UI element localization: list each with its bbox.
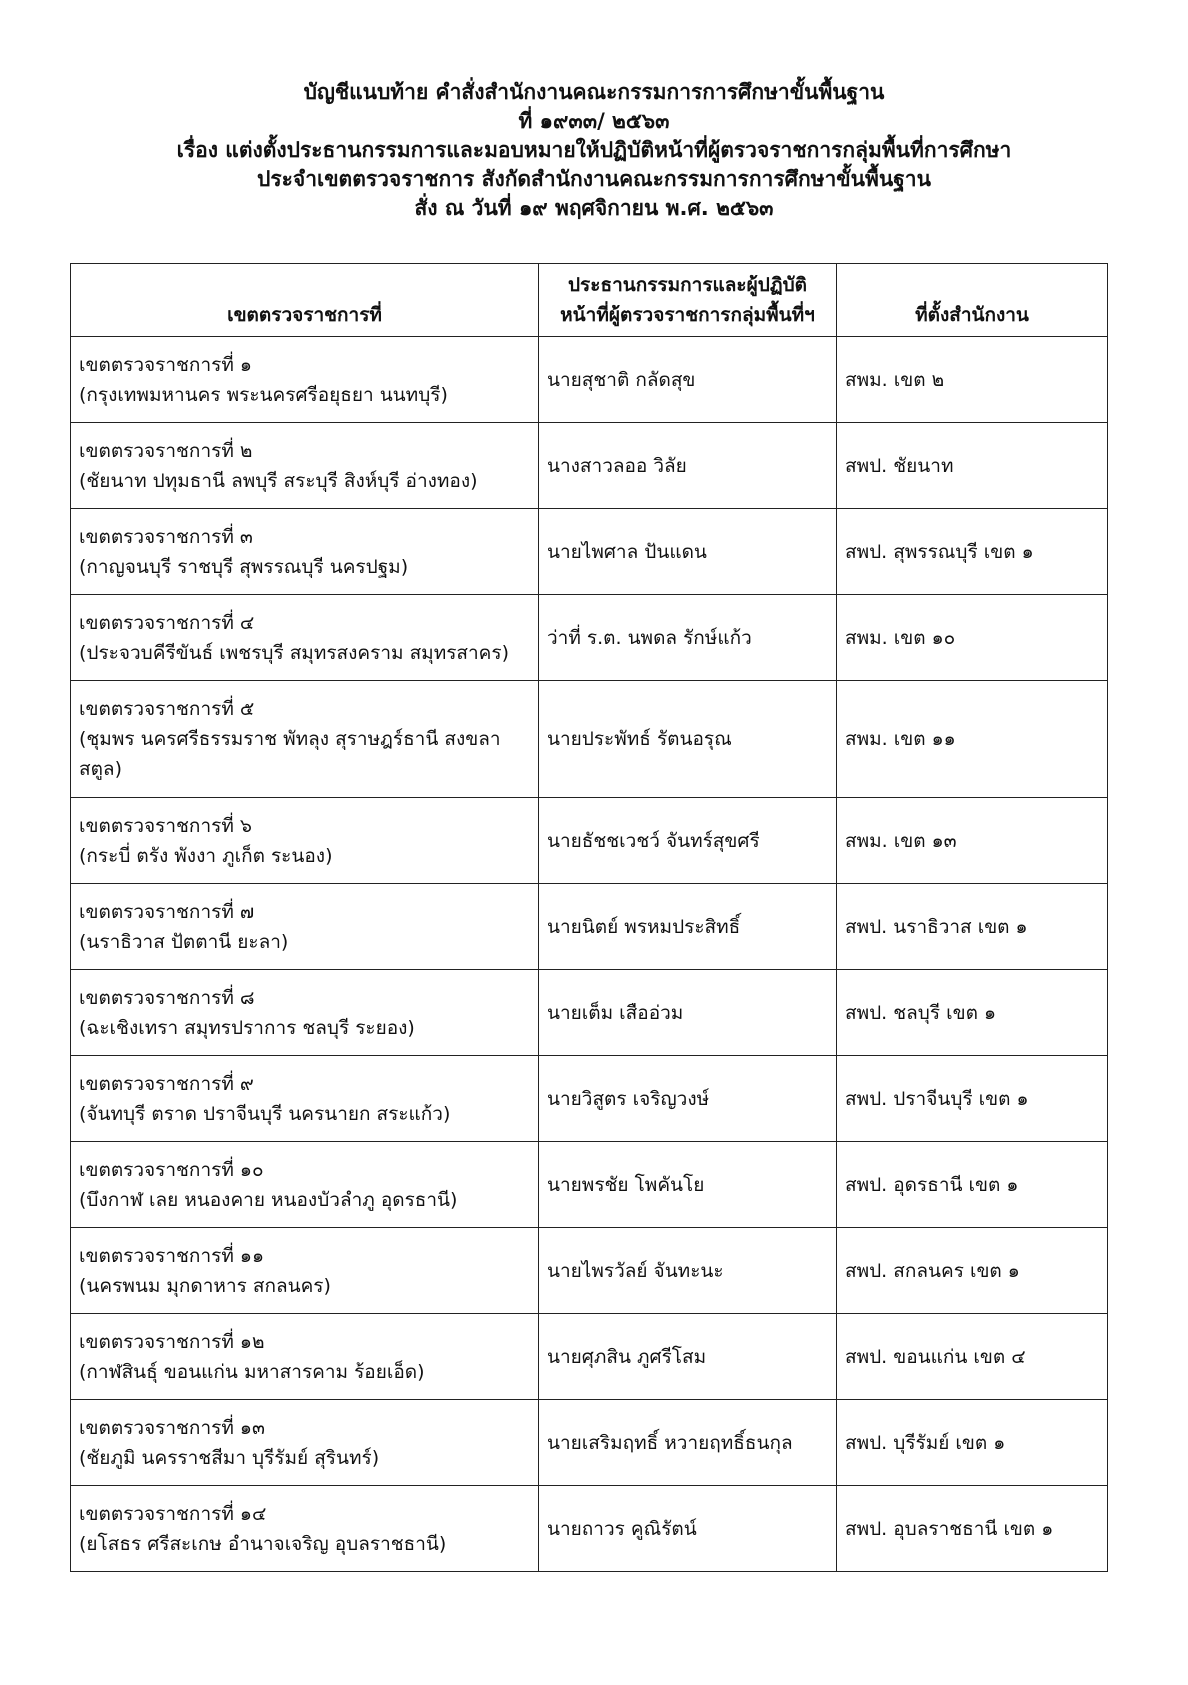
- table-row: [71, 798, 1108, 884]
- table-body: [71, 337, 1108, 1572]
- table-row: [71, 1142, 1108, 1228]
- chair-name-cell: นายไพรวัลย์ จันทะนะ: [539, 1228, 837, 1314]
- chair-name-cell: นายศุภสิน ภูศรีโสม: [539, 1314, 837, 1400]
- district-cell: [71, 1486, 539, 1572]
- district-label: เขตตรวจราชการที่ ๓: [79, 525, 253, 548]
- table-row: [71, 423, 1108, 509]
- table-row: [71, 595, 1108, 681]
- header-title: บัญชีแนบท้าย คำสั่งสำนักงานคณะกรรมการการศึกษาขั้นพื้นฐาน: [303, 80, 885, 104]
- district-label: เขตตรวจราชการที่ ๕: [79, 698, 255, 720]
- order-date: สั่ง ณ วันที่ ๑๙ พฤศจิกายน พ.ศ. ๒๕๖๓: [414, 196, 774, 220]
- table-row: [71, 1486, 1108, 1572]
- header-chair-line2: หน้าที่ผู้ตรวจราชการกลุ่มพื้นที่ฯ: [560, 304, 815, 326]
- district-cell: [71, 1314, 539, 1400]
- chair-name-cell: นายนิตย์ พรหมประสิทธิ์: [539, 884, 837, 970]
- office-cell: สพม. เขต ๑๐: [837, 595, 1108, 681]
- district-label: เขตตรวจราชการที่ ๘: [79, 986, 255, 1009]
- table-row: [71, 1314, 1108, 1400]
- district-provinces: (กระบี่ ตรัง พังงา ภูเก็ต ระนอง): [79, 844, 333, 867]
- district-cell: [71, 1142, 539, 1228]
- office-cell: สพป. อุดรธานี เขต ๑: [837, 1142, 1108, 1228]
- office-cell: สพป. อุบลราชธานี เขต ๑: [837, 1486, 1108, 1572]
- chair-name-cell: นายถาวร คูณิรัตน์: [539, 1486, 837, 1572]
- district-label: เขตตรวจราชการที่ ๑๓: [79, 1416, 265, 1439]
- subject-line: เรื่อง แต่งตั้งประธานกรรมการและมอบหมายให้ปฏิบัติหน้าที่ผู้ตรวจราชการกลุ่มพื้นที่การศึกษา: [176, 138, 1012, 162]
- district-provinces: (นราธิวาส ปัตตานี ยะลา): [79, 930, 289, 953]
- district-provinces: (บึงกาฬ เลย หนองคาย หนองบัวลำภู อุดรธานี): [79, 1188, 458, 1211]
- office-cell: สพป. ขอนแก่น เขต ๔: [837, 1314, 1108, 1400]
- district-provinces: (จันทบุรี ตราด ปราจีนบุรี นครนายก สระแก้ว): [79, 1102, 451, 1125]
- office-cell: สพป. สกลนคร เขต ๑: [837, 1228, 1108, 1314]
- district-cell: [71, 884, 539, 970]
- district-cell: [71, 970, 539, 1056]
- table-row: [71, 1056, 1108, 1142]
- header-chair: [539, 264, 837, 337]
- district-label: เขตตรวจราชการที่ ๑๑: [79, 1244, 264, 1267]
- inspection-districts-table: [70, 263, 1108, 1572]
- district-cell: [71, 423, 539, 509]
- district-label: เขตตรวจราชการที่ ๑๐: [79, 1158, 264, 1181]
- table-header-row: [71, 264, 1108, 337]
- office-cell: สพม. เขต ๒: [837, 337, 1108, 423]
- table-row: [71, 1228, 1108, 1314]
- table-row: [71, 970, 1108, 1056]
- chair-name-cell: นายไพศาล ปันแดน: [539, 509, 837, 595]
- office-cell: สพป. นราธิวาส เขต ๑: [837, 884, 1108, 970]
- district-provinces: (ฉะเชิงเทรา สมุทรปราการ ชลบุรี ระยอง): [79, 1016, 415, 1039]
- chair-name-cell: นายธัชชเวชว์ จันทร์สุขศรี: [539, 798, 837, 884]
- chair-name-cell: นายเสริมฤทธิ์ หวายฤทธิ์ธนกุล: [539, 1400, 837, 1486]
- table-row: [71, 337, 1108, 423]
- district-cell: [71, 1228, 539, 1314]
- chair-name-cell: นายเต็ม เสืออ่วม: [539, 970, 837, 1056]
- chair-name-cell: ว่าที่ ร.ต. นพดล รักษ์แก้ว: [539, 595, 837, 681]
- district-cell: [71, 1400, 539, 1486]
- table-row: [71, 1400, 1108, 1486]
- district-label: เขตตรวจราชการที่ ๙: [79, 1072, 254, 1095]
- district-cell: [71, 681, 539, 798]
- office-cell: สพป. ปราจีนบุรี เขต ๑: [837, 1056, 1108, 1142]
- office-cell: สพป. ชลบุรี เขต ๑: [837, 970, 1108, 1056]
- district-label: เขตตรวจราชการที่ ๑๔: [79, 1502, 267, 1525]
- table-row: [71, 884, 1108, 970]
- district-provinces: (ชัยนาท ปทุมธานี ลพบุรี สระบุรี สิงห์บุรี อ่างทอง): [79, 469, 478, 492]
- district-cell: [71, 337, 539, 423]
- district-provinces: (ยโสธร ศรีสะเกษ อำนาจเจริญ อุบลราชธานี): [79, 1532, 447, 1555]
- district-cell: [71, 509, 539, 595]
- district-label: เขตตรวจราชการที่ ๑: [79, 353, 252, 376]
- order-number: ที่ ๑๙๓๓/ ๒๕๖๓: [518, 109, 670, 133]
- office-cell: สพป. บุรีรัมย์ เขต ๑: [837, 1400, 1108, 1486]
- table-row: [71, 681, 1108, 798]
- office-cell: สพป. สุพรรณบุรี เขต ๑: [837, 509, 1108, 595]
- district-cell: [71, 1056, 539, 1142]
- chair-name-cell: นายสุชาติ กลัดสุข: [539, 337, 837, 423]
- header-office: ที่ตั้งสำนักงาน: [837, 264, 1108, 337]
- district-provinces: (กาญจนบุรี ราชบุรี สุพรรณบุรี นครปฐม): [79, 555, 409, 578]
- office-cell: สพป. ชัยนาท: [837, 423, 1108, 509]
- header-chair-line1: ประธานกรรมการและผู้ปฏิบัติ: [568, 274, 807, 296]
- district-provinces: (ชุมพร นครศรีธรรมราช พัทลุง สุราษฎร์ธานี สงขลา สตูล): [79, 728, 501, 780]
- header-district: เขตตรวจราชการที่: [71, 264, 539, 337]
- office-cell: สพม. เขต ๑๑: [837, 681, 1108, 798]
- subject-line-2: ประจำเขตตรวจราชการ สังกัดสำนักงานคณะกรรมการการศึกษาขั้นพื้นฐาน: [257, 167, 931, 191]
- district-provinces: (นครพนม มุกดาหาร สกลนคร): [79, 1274, 331, 1297]
- office-cell: สพม. เขต ๑๓: [837, 798, 1108, 884]
- district-provinces: (กาฬสินธุ์ ขอนแก่น มหาสารคาม ร้อยเอ็ด): [79, 1360, 425, 1383]
- chair-name-cell: นายประพัทธ์ รัตนอรุณ: [539, 681, 837, 798]
- district-label: เขตตรวจราชการที่ ๔: [79, 611, 255, 634]
- chair-name-cell: นางสาวลออ วิลัย: [539, 423, 837, 509]
- district-provinces: (ประจวบคีรีขันธ์ เพชรบุรี สมุทรสงคราม สมุทรสาคร): [79, 641, 510, 664]
- district-label: เขตตรวจราชการที่ ๗: [79, 900, 255, 923]
- district-provinces: (ชัยภูมิ นครราชสีมา บุรีรัมย์ สุรินทร์): [79, 1446, 380, 1469]
- table-row: [71, 509, 1108, 595]
- document-header: [0, 78, 1188, 223]
- district-label: เขตตรวจราชการที่ ๖: [79, 814, 252, 837]
- chair-name-cell: นายวิสูตร เจริญวงษ์: [539, 1056, 837, 1142]
- district-label: เขตตรวจราชการที่ ๒: [79, 439, 253, 462]
- district-provinces: (กรุงเทพมหานคร พระนครศรีอยุธยา นนทบุรี): [79, 383, 448, 406]
- district-label: เขตตรวจราชการที่ ๑๒: [79, 1330, 265, 1353]
- chair-name-cell: นายพรชัย โพคันโย: [539, 1142, 837, 1228]
- district-cell: [71, 595, 539, 681]
- district-cell: [71, 798, 539, 884]
